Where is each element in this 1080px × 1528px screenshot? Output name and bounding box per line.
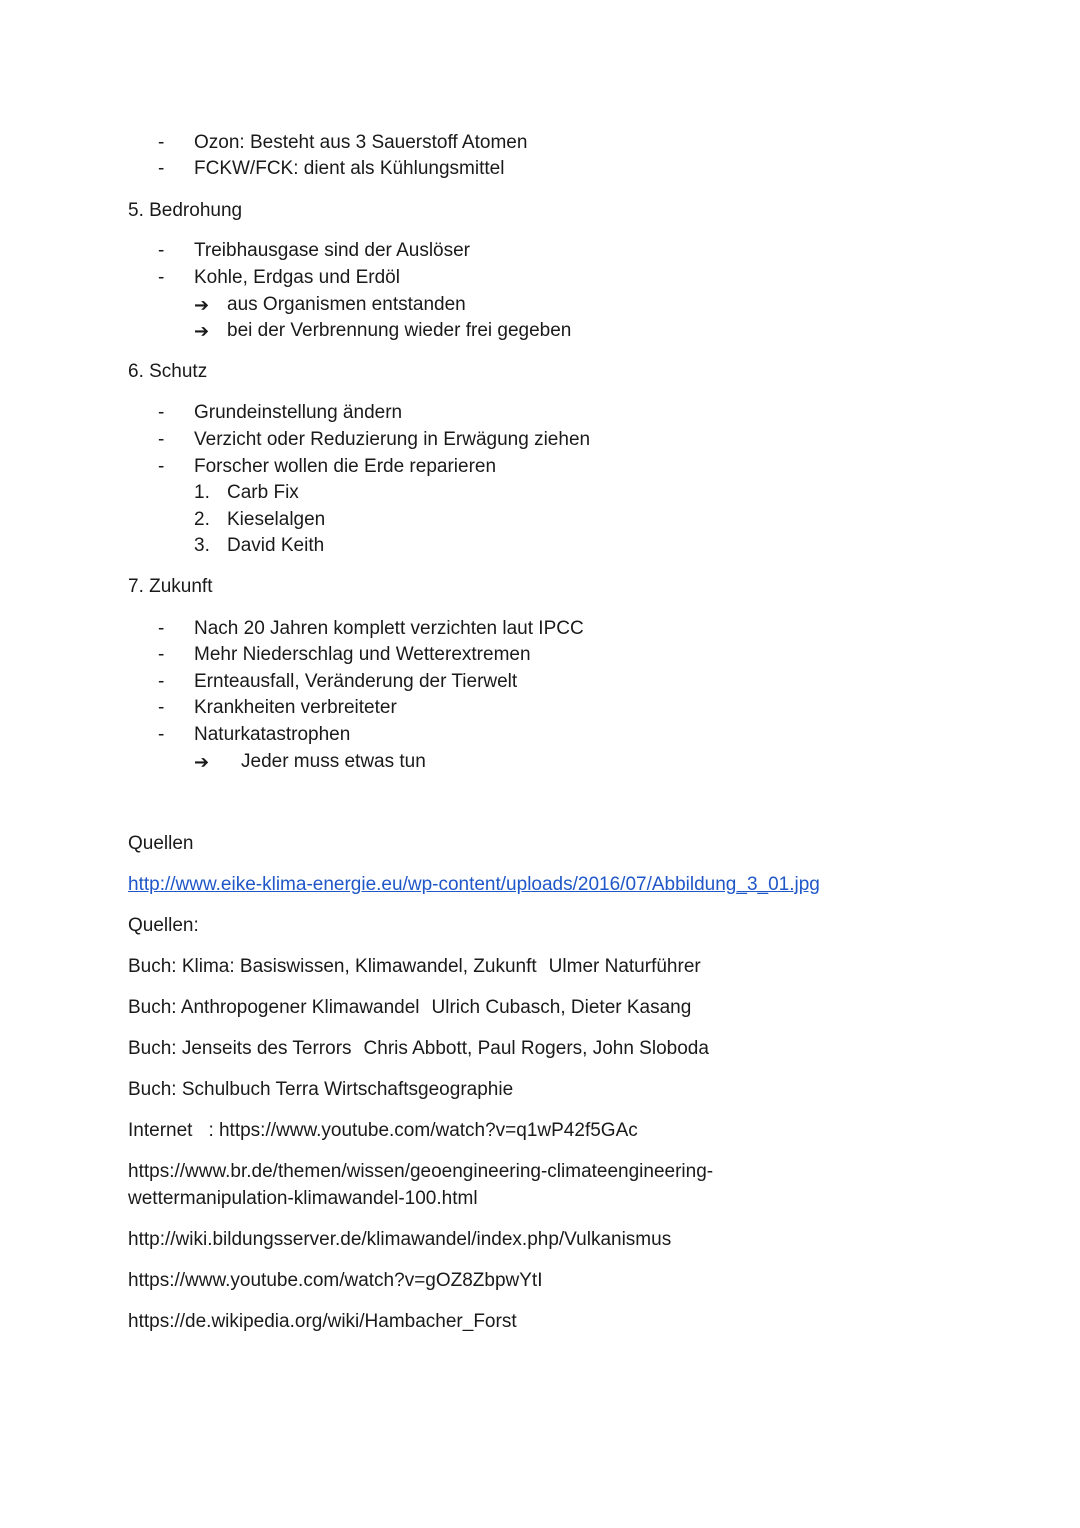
numbered-index: 1. [194,482,210,503]
list-item: Ernteausfall, Veränderung der Tierwelt [194,671,518,692]
numbered-index: 2. [194,509,210,530]
bullet-dash: - [158,240,165,261]
list-item: Treibhausgase sind der Auslöser [194,240,471,261]
numbered-item: Kieselalgen [227,509,326,530]
list-item: Nach 20 Jahren komplett verzichten laut IPCC [194,618,584,639]
source-url: https://de.wikipedia.org/wiki/Hambacher_Forst [128,1311,517,1332]
arrow-item: Jeder muss etwas tun [241,751,426,772]
arrow-icon: ➔ [194,321,210,341]
sources-heading-2: Quellen: [128,915,199,936]
internet-url: : https://www.youtube.com/watch?v=q1wP42f5GAc [208,1120,638,1141]
book-author: Chris Abbott, Paul Rogers, John Sloboda [363,1038,709,1059]
list-item: Grundeinstellung ändern [194,402,403,423]
section-heading-zukunft: 7. Zukunft [128,576,213,597]
numbered-item: Carb Fix [227,482,299,503]
numbered-item: David Keith [227,535,325,556]
source-url: https://www.br.de/themen/wissen/geoengineering-climateengineering- [128,1161,714,1182]
internet-label: Internet [128,1120,193,1141]
bullet-dash: - [158,267,165,288]
bullet-dash: - [158,158,165,179]
bullet-dash: - [158,724,165,745]
bullet-dash: - [158,132,165,153]
list-item: Ozon: Besteht aus 3 Sauerstoff Atomen [194,132,528,153]
source-internet [128,1119,638,1143]
numbered-index: 3. [194,535,210,556]
arrow-item: aus Organismen entstanden [227,294,466,315]
list-item: FCKW/FCK: dient als Kühlungsmittel [194,158,505,179]
source-book [128,1037,709,1061]
arrow-icon: ➔ [194,295,210,315]
list-item: Kohle, Erdgas und Erdöl [194,267,400,288]
arrow-icon: ➔ [194,752,210,772]
bullet-dash: - [158,644,165,665]
source-link[interactable]: http://www.eike-klima-energie.eu/wp-content/uploads/2016/07/Abbildung_3_01.jpg [128,874,820,895]
list-item: Forscher wollen die Erde reparieren [194,456,497,477]
list-item: Verzicht oder Reduzierung in Erwägung ziehen [194,429,591,450]
section-heading-bedrohung: 5. Bedrohung [128,200,243,221]
book-author: Ulmer Naturführer [548,956,701,977]
bullet-dash: - [158,429,165,450]
book-title: Buch: Anthropogener Klimawandel [128,997,420,1018]
bullet-dash: - [158,671,165,692]
list-item: Krankheiten verbreiteter [194,697,397,718]
bullet-dash: - [158,456,165,477]
book-title: Buch: Jenseits des Terrors [128,1038,352,1059]
source-book [128,996,691,1020]
bullet-dash: - [158,618,165,639]
section-heading-schutz: 6. Schutz [128,361,208,382]
book-author: Ulrich Cubasch, Dieter Kasang [431,997,692,1018]
source-url-continued: wettermanipulation-klimawandel-100.html [128,1188,478,1209]
source-book [128,955,701,979]
sources-heading: Quellen [128,833,194,854]
source-book: Buch: Schulbuch Terra Wirtschaftsgeographie [128,1079,514,1100]
list-item: Mehr Niederschlag und Wetterextremen [194,644,531,665]
list-item: Naturkatastrophen [194,724,351,745]
arrow-item: bei der Verbrennung wieder frei gegeben [227,320,572,341]
source-url: https://www.youtube.com/watch?v=gOZ8ZbpwYtI [128,1270,543,1291]
bullet-dash: - [158,697,165,718]
source-url: http://wiki.bildungsserver.de/klimawandel/index.php/Vulkanismus [128,1229,672,1250]
book-title: Buch: Klima: Basiswissen, Klimawandel, Zukunft [128,956,537,977]
bullet-dash: - [158,402,165,423]
